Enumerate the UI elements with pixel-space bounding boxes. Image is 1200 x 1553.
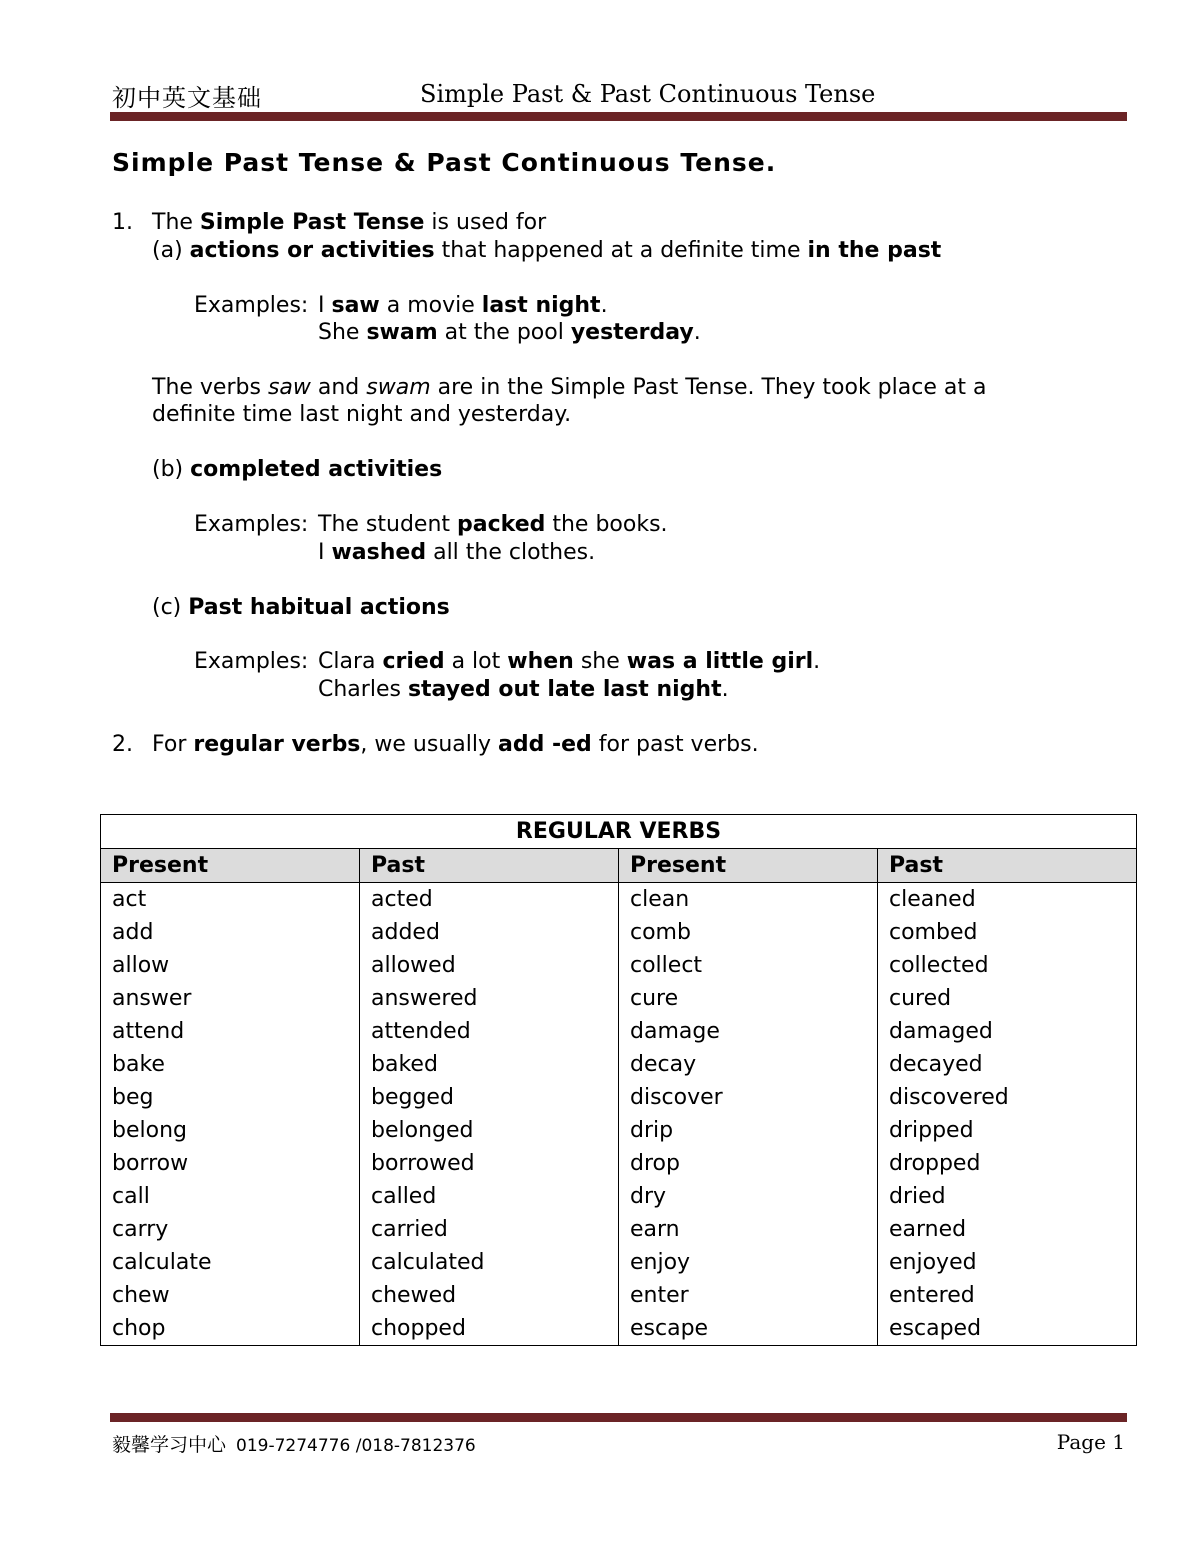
table-cell: damaged — [878, 1015, 1137, 1048]
table-caption: REGULAR VERBS — [101, 815, 1137, 849]
table-cell: add — [101, 916, 360, 949]
section1a-example-2: She swam at the pool yesterday. — [318, 320, 701, 345]
table-cell: bake — [101, 1048, 360, 1081]
table-cell: decay — [619, 1048, 878, 1081]
header-rule — [110, 112, 1127, 121]
table-row — [101, 883, 1137, 917]
table-cell: calculated — [360, 1246, 619, 1279]
section1a-note-line2: definite time last night and yesterday. — [152, 402, 572, 427]
table-cell: answer — [101, 982, 360, 1015]
header-doc-title: Simple Past & Past Continuous Tense — [420, 80, 876, 108]
page-number: Page 1 — [1056, 1430, 1125, 1454]
table-cell: enter — [619, 1279, 878, 1312]
table-cell: collected — [878, 949, 1137, 982]
table-row — [101, 1279, 1137, 1312]
table-cell: added — [360, 916, 619, 949]
table-header-cell: Past — [878, 849, 1137, 883]
table-cell: combed — [878, 916, 1137, 949]
table-cell: belonged — [360, 1114, 619, 1147]
table-cell: cured — [878, 982, 1137, 1015]
table-row — [101, 1015, 1137, 1048]
table-cell: attended — [360, 1015, 619, 1048]
table-cell: belong — [101, 1114, 360, 1147]
section1c-examples-label: Examples: — [194, 649, 309, 674]
table-cell: dripped — [878, 1114, 1137, 1147]
table-cell: answered — [360, 982, 619, 1015]
section1-number: 1. — [112, 210, 133, 235]
section1a-heading: (a) actions or activities that happened at a definite time in the past — [152, 238, 942, 263]
table-row — [101, 1081, 1137, 1114]
table-header-cell: Past — [360, 849, 619, 883]
section2-text: For regular verbs, we usually add -ed for past verbs. — [152, 732, 759, 757]
regular-verbs-table — [100, 814, 1137, 1346]
table-cell: allow — [101, 949, 360, 982]
header-chinese-title: 初中英文基础 — [112, 84, 262, 112]
table-cell: call — [101, 1180, 360, 1213]
table-cell: carry — [101, 1213, 360, 1246]
table-cell: drop — [619, 1147, 878, 1180]
table-cell: allowed — [360, 949, 619, 982]
table-cell: attend — [101, 1015, 360, 1048]
table-row — [101, 1180, 1137, 1213]
table-cell: begged — [360, 1081, 619, 1114]
table-cell: enjoy — [619, 1246, 878, 1279]
section1c-example-1: Clara cried a lot when she was a little girl. — [318, 649, 821, 674]
footer-phones: 019-7274776 /018-7812376 — [236, 1436, 476, 1456]
section1-intro: The Simple Past Tense is used for — [152, 210, 547, 235]
table-cell: decayed — [878, 1048, 1137, 1081]
table-cell: cleaned — [878, 883, 1137, 917]
table-cell: calculate — [101, 1246, 360, 1279]
table-cell: damage — [619, 1015, 878, 1048]
table-cell: clean — [619, 883, 878, 917]
section1a-note-line1: The verbs saw and swam are in the Simple Past Tense. They took place at a — [152, 375, 987, 400]
table-cell: baked — [360, 1048, 619, 1081]
section2-number: 2. — [112, 732, 133, 757]
table-cell: collect — [619, 949, 878, 982]
section1c-example-2: Charles stayed out late last night. — [318, 677, 729, 702]
section1b-example-1: The student packed the books. — [318, 512, 668, 537]
table-cell: dry — [619, 1180, 878, 1213]
table-header-cell: Present — [101, 849, 360, 883]
section1b-example-2: I washed all the clothes. — [318, 540, 596, 565]
table-cell: drip — [619, 1114, 878, 1147]
table-cell: chopped — [360, 1312, 619, 1346]
table-row — [101, 1213, 1137, 1246]
table-cell: chop — [101, 1312, 360, 1346]
table-cell: earn — [619, 1213, 878, 1246]
section1a-example-1: I saw a movie last night. — [318, 293, 608, 318]
table-cell: chewed — [360, 1279, 619, 1312]
section1b-heading: (b) completed activities — [152, 457, 443, 482]
section1c-heading: (c) Past habitual actions — [152, 595, 450, 620]
table-cell: dropped — [878, 1147, 1137, 1180]
table-header-cell: Present — [619, 849, 878, 883]
table-cell: discover — [619, 1081, 878, 1114]
table-row — [101, 1147, 1137, 1180]
table-cell: comb — [619, 916, 878, 949]
table-cell: cure — [619, 982, 878, 1015]
table-row — [101, 1312, 1137, 1346]
table-cell: borrowed — [360, 1147, 619, 1180]
section1b-examples-label: Examples: — [194, 512, 309, 537]
table-row — [101, 1246, 1137, 1279]
section1a-examples-label: Examples: — [194, 293, 309, 318]
table-cell: entered — [878, 1279, 1137, 1312]
table-cell: earned — [878, 1213, 1137, 1246]
table-row — [101, 916, 1137, 949]
table-cell: escaped — [878, 1312, 1137, 1346]
table-cell: escape — [619, 1312, 878, 1346]
footer-contact — [112, 1430, 476, 1457]
table-row — [101, 982, 1137, 1015]
table-cell: enjoyed — [878, 1246, 1137, 1279]
table-cell: acted — [360, 883, 619, 917]
table-row — [101, 949, 1137, 982]
footer-rule — [110, 1413, 1127, 1422]
table-cell: beg — [101, 1081, 360, 1114]
table-row — [101, 1048, 1137, 1081]
table-cell: dried — [878, 1180, 1137, 1213]
table-cell: borrow — [101, 1147, 360, 1180]
table-cell: act — [101, 883, 360, 917]
table-cell: discovered — [878, 1081, 1137, 1114]
table-cell: carried — [360, 1213, 619, 1246]
table-cell: chew — [101, 1279, 360, 1312]
table-row — [101, 1114, 1137, 1147]
table-cell: called — [360, 1180, 619, 1213]
page-title: Simple Past Tense & Past Continuous Tense. — [112, 148, 777, 177]
footer-center-name: 毅馨学习中心 — [112, 1434, 227, 1456]
